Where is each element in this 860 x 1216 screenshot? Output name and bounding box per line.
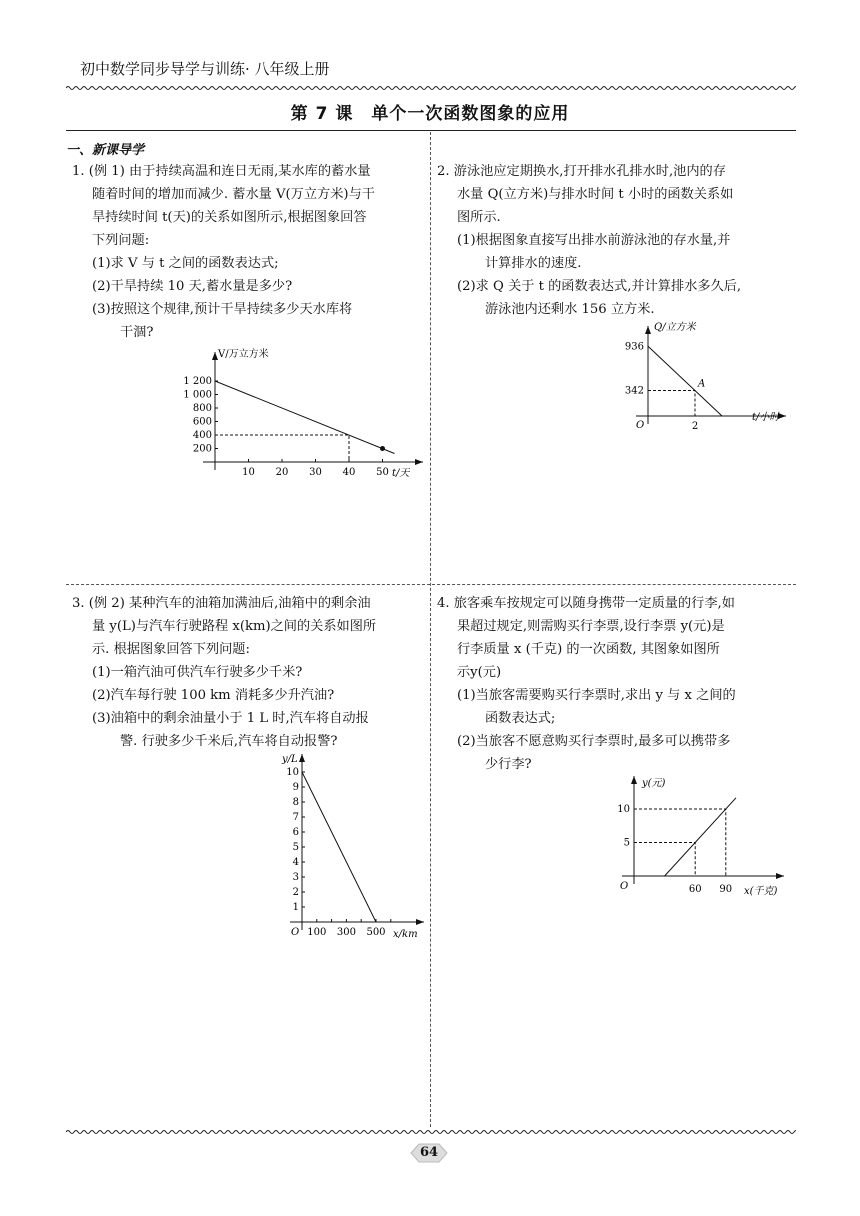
y-tick-label: 936 — [624, 341, 644, 353]
origin-label: O — [291, 927, 300, 938]
x-axis-label: x/km — [393, 929, 418, 940]
y-tick-label: 7 — [292, 812, 299, 823]
q1-chart — [170, 338, 430, 488]
y-tick-label: 3 — [292, 872, 299, 883]
point-a-label: A — [698, 378, 706, 390]
q4-line: 4. 旅客乘车按规定可以随身携带一定质量的行李,如 — [437, 596, 735, 611]
guide-line — [648, 391, 695, 416]
q3-line: 示. 根据图象回答下列问题: — [92, 642, 250, 657]
y-axis-label: y/L — [282, 754, 298, 765]
q1-line: 旱持续时间 t(天)的关系如图所示,根据图象回答 — [92, 210, 367, 225]
x-tick-label: 30 — [309, 467, 322, 478]
y-axis-arrow — [631, 776, 637, 784]
y-tick-label: 342 — [624, 385, 644, 397]
q2-line: (1)根据图象直接写出排水前游泳池的存水量,并 — [457, 233, 731, 248]
data-line — [215, 381, 395, 454]
x-axis-label: t/小时 — [752, 412, 780, 423]
lesson-title: 第 7 课 单个一次函数图象的应用 — [290, 104, 570, 124]
q2-chart — [610, 316, 800, 436]
question-3 — [72, 592, 428, 753]
y-tick-label: 400 — [192, 430, 212, 441]
q1-line: (1)求 V 与 t 之间的函数表达式; — [92, 256, 279, 271]
y-tick-label: 1 200 — [183, 376, 212, 387]
row-divider — [66, 584, 796, 585]
q3-chart — [262, 746, 430, 944]
q2-line: 游泳池内还剩水 156 立方米. — [485, 302, 655, 317]
y-tick-label: 800 — [192, 403, 212, 414]
x-axis-label: x(千克) — [744, 886, 778, 897]
q4-line: 函数表达式; — [485, 711, 556, 726]
marked-point — [380, 446, 385, 451]
q4-line: 少行李? — [485, 757, 532, 772]
y-tick-label: 200 — [192, 443, 212, 455]
origin-label: O — [620, 881, 629, 892]
x-axis-arrow — [416, 919, 424, 925]
x-axis-arrow — [776, 873, 784, 879]
q1-line: 1. (例 1) 由于持续高温和连日无雨,某水库的蓄水量 — [72, 164, 371, 179]
page-number: 64 — [419, 1145, 439, 1160]
y-tick-label: 6 — [292, 827, 299, 838]
header-wave-divider — [66, 84, 796, 92]
y-tick-label: 8 — [292, 797, 299, 808]
y-tick-label: 2 — [292, 887, 299, 898]
x-tick-label: 90 — [719, 884, 733, 895]
x-tick-label: 500 — [366, 927, 386, 938]
y-tick-label: 1 000 — [183, 389, 212, 401]
guide-line — [634, 843, 695, 877]
y-tick-label: 10 — [617, 804, 630, 815]
x-tick-label: 40 — [342, 467, 356, 478]
q2-line: 计算排水的速度. — [485, 256, 582, 271]
y-axis-arrow — [299, 754, 305, 762]
q2-line: 2. 游泳池应定期换水,打开排水孔排水时,池内的存 — [437, 164, 726, 179]
data-line — [302, 772, 376, 922]
x-tick-label: 100 — [307, 927, 327, 938]
x-axis-arrow — [415, 459, 423, 465]
q1-line: (3)按照这个规律,预计干旱持续多少天水库将 — [92, 302, 353, 317]
x-tick-label: 50 — [376, 467, 389, 478]
x-tick-label: 2 — [691, 421, 699, 432]
y-tick-label: 600 — [192, 416, 212, 428]
y-axis-arrow — [645, 326, 651, 334]
q1-line: 干涸? — [120, 325, 154, 340]
q3-line: 量 y(L)与汽车行驶路程 x(km)之间的关系如图所 — [92, 619, 377, 634]
guide-line — [215, 435, 349, 462]
y-axis-label: Q/立方米 — [654, 322, 696, 333]
q2-line: 水量 Q(立方米)与排水时间 t 小时的函数关系如 — [457, 187, 734, 202]
y-tick-label: 4 — [292, 857, 299, 868]
q2-line: (2)求 Q 关于 t 的函数表达式,并计算排水多久后, — [457, 279, 742, 294]
x-axis-label: t/天 — [392, 468, 410, 479]
q4-chart — [612, 770, 797, 900]
q3-line: (3)油箱中的剩余油量小于 1 L 时,汽车将自动报 — [92, 711, 369, 726]
q3-line: 3. (例 2) 某种汽车的油箱加满油后,油箱中的剩余油 — [72, 596, 371, 611]
column-divider — [430, 132, 431, 1127]
title-rule — [66, 130, 796, 131]
q1-line: (2)干旱持续 10 天,蓄水量是多少? — [92, 279, 293, 294]
y-tick-label: 5 — [623, 837, 630, 849]
book-title: 初中数学同步导学与训练· 八年级上册 — [80, 60, 330, 78]
q1-line: 随着时间的增加而减少. 蓄水量 V(万立方米)与干 — [92, 187, 375, 202]
x-tick-label: 20 — [275, 467, 289, 478]
question-1 — [72, 160, 428, 344]
y-tick-label: 5 — [292, 842, 299, 853]
q4-line: (2)当旅客不愿意购买行李票时,最多可以携带多 — [457, 734, 731, 749]
data-line — [665, 798, 736, 876]
q3-line: (2)汽车每行驶 100 km 消耗多少升汽油? — [92, 688, 335, 703]
q2-line: 图所示. — [457, 210, 501, 225]
q4-line: (1)当旅客需要购买行李票时,求出 y 与 x 之间的 — [457, 688, 736, 703]
y-axis-label: y(元) — [642, 778, 666, 789]
q3-line: 警. 行驶多少千米后,汽车将自动报警? — [120, 734, 338, 749]
q4-line: 行李质量 x (千克) 的一次函数, 其图象如图所 — [457, 642, 720, 657]
y-tick-label: 10 — [286, 767, 299, 778]
question-2 — [437, 160, 795, 321]
y-axis-label: V/万立方米 — [218, 349, 269, 360]
q3-line: (1)一箱汽油可供汽车行驶多少千米? — [92, 665, 303, 680]
origin-label: O — [636, 420, 645, 431]
x-tick-label: 300 — [336, 927, 356, 938]
y-tick-label: 1 — [292, 902, 299, 913]
x-tick-label: 60 — [688, 884, 702, 895]
q4-line: 示y(元) — [457, 665, 502, 680]
y-tick-label: 9 — [292, 782, 299, 793]
q4-line: 果超过规定,则需购买行李票,设行李票 y(元)是 — [457, 619, 725, 634]
footer-wave-divider — [66, 1128, 796, 1136]
x-tick-label: 10 — [242, 467, 255, 478]
data-line — [648, 346, 722, 416]
section-title: 一、新课导学 — [66, 143, 145, 158]
question-4 — [437, 592, 795, 776]
q1-line: 下列问题: — [92, 233, 150, 248]
